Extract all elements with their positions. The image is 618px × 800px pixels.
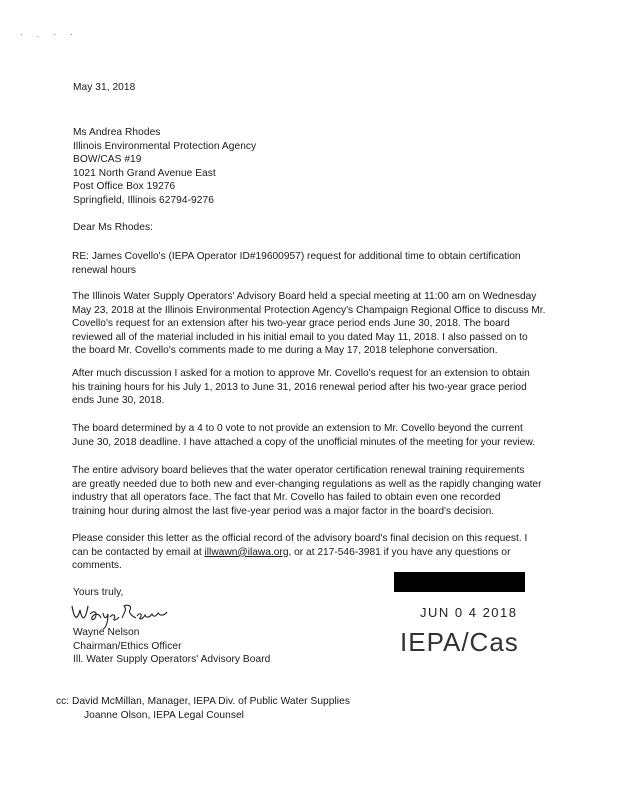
re-line-text: renewal hours bbox=[72, 264, 136, 276]
paragraph-line bbox=[72, 546, 572, 560]
body-paragraph-2 bbox=[72, 367, 572, 408]
redaction-bar bbox=[394, 572, 525, 592]
closing-paragraph bbox=[72, 532, 572, 573]
recipient-line: Illinois Environmental Protection Agency bbox=[73, 140, 257, 152]
paragraph-line: May 23, 2018 at the Illinois Environmental Protection Agency's Champaign Regional Office to discuss Mr. bbox=[72, 304, 546, 316]
letter-date: May 31, 2018 bbox=[73, 82, 136, 93]
re-line-text: RE: James Covello's (IEPA Operator ID#19600957) request for additional time to obtain certification bbox=[72, 251, 521, 262]
body-paragraph-1 bbox=[72, 290, 572, 358]
recipient-line: 1021 North Grand Avenue East bbox=[73, 167, 216, 179]
paragraph-line: industry that all operators face. The fact that Mr. Covello has failed to obtain even one recorded bbox=[72, 492, 501, 504]
signer-block bbox=[73, 626, 270, 667]
valediction: Yours truly, bbox=[73, 587, 124, 598]
scan-marks: · . · · bbox=[20, 30, 79, 39]
paragraph-line: After much discussion I asked for a motion to approve Mr. Covello's request for an extension to obtain bbox=[72, 368, 530, 379]
recipient-line: Springfield, Illinois 62794-9276 bbox=[73, 194, 214, 206]
paragraph-line: The Illinois Water Supply Operators' Advisory Board held a special meeting at 11:00 am on Wednesday bbox=[72, 291, 537, 302]
paragraph-line: Covello's request for an extension after his two-year grace period ends June 30, 2018. The board bbox=[72, 318, 510, 330]
paragraph-line: comments. bbox=[72, 560, 122, 572]
recipient-line: Post Office Box 19276 bbox=[73, 181, 176, 193]
body-paragraph-4 bbox=[72, 464, 572, 518]
paragraph-line: The entire advisory board believes that the water operator certification renewal training requirements bbox=[72, 465, 525, 476]
signer-title: Chairman/Ethics Officer bbox=[73, 640, 182, 652]
paragraph-line: June 30, 2018 deadline. I have attached a copy of the unofficial minutes of the meeting for your review. bbox=[72, 436, 536, 448]
contact-text: can be contacted by email at bbox=[72, 546, 205, 558]
signer-org: Ill. Water Supply Operators' Advisory Board bbox=[73, 654, 271, 666]
cc-line-1: cc: David McMillan, Manager, IEPA Div. of Public Water Supplies bbox=[56, 696, 350, 707]
contact-text: , or at 217-546-3981 if you have any questions or bbox=[288, 546, 511, 558]
recipient-line: BOW/CAS #19 bbox=[73, 154, 142, 166]
body-paragraph-3 bbox=[72, 422, 572, 449]
paragraph-line: reviewed all of the material included in his initial email to you dated May 11, 2018. I also passed on to bbox=[72, 331, 528, 343]
paragraph-line: his training hours for his July 1, 2013 to June 31, 2016 renewal period after his two-year grace period bbox=[72, 381, 527, 393]
paragraph-line: training hour during almost the last five-year period was a major factor in the board's decision. bbox=[72, 505, 495, 517]
received-stamp-date: JUN 0 4 2018 bbox=[420, 605, 518, 620]
recipient-line: Ms Andrea Rhodes bbox=[73, 127, 161, 138]
salutation: Dear Ms Rhodes: bbox=[73, 222, 154, 233]
paragraph-line: ends June 30, 2018. bbox=[72, 395, 165, 407]
paragraph-line: Please consider this letter as the official record of the advisory board's final decision on this request. I bbox=[72, 533, 528, 544]
paragraph-line: the board Mr. Covello's comments made to me during a May 17, 2018 telephone conversation. bbox=[72, 345, 498, 357]
paragraph-line: The board determined by a 4 to 0 vote to not provide an extension to Mr. Covello beyond the current bbox=[72, 423, 523, 434]
re-line bbox=[72, 250, 572, 277]
signer-name: Wayne Nelson bbox=[73, 627, 140, 638]
cc-line-2: Joanne Olson, IEPA Legal Counsel bbox=[84, 710, 244, 721]
paragraph-line: are greatly needed due to both new and ever-changing regulations as well as the rapidly changing water bbox=[72, 478, 542, 490]
recipient-address bbox=[73, 126, 256, 208]
received-stamp-org: IEPA/Cas bbox=[400, 627, 519, 657]
email-link[interactable]: illwawn@ilawa.org bbox=[204, 546, 289, 558]
